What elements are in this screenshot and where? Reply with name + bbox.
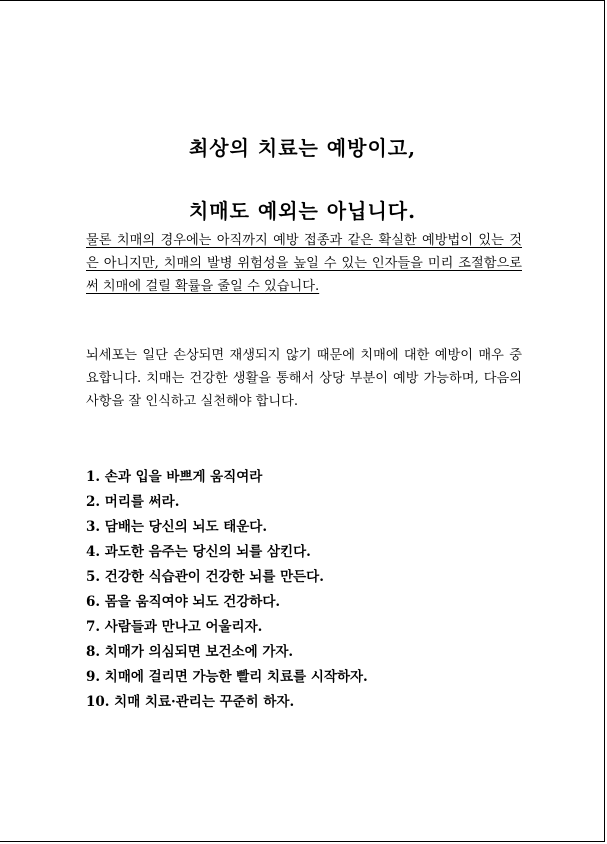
list-item: 8. 치매가 의심되면 보건소에 가자.	[86, 644, 294, 660]
list-item: 5. 건강한 식습관이 건강한 뇌를 만든다.	[86, 569, 324, 585]
title-line-2: 치매도 예외는 아닙니다.	[188, 199, 417, 223]
list-item: 3. 담배는 당신의 뇌도 태운다.	[86, 519, 268, 535]
prevention-list	[86, 465, 368, 715]
list-item: 6. 몸을 움직여야 뇌도 건강하다.	[86, 594, 281, 610]
intro-paragraph: 물론 치매의 경우에는 아직까지 예방 접종과 같은 확실한 예방법이 있는 것은 아니지만, 치매의 발병 위험성을 높일 수 있는 인자들을 미리 조절함으로써 치매에 걸릴 확률을 줄일 수 있습니다.	[86, 233, 522, 294]
list-item: 10. 치매 치료·관리는 꾸준히 하자.	[86, 694, 295, 710]
list-item: 9. 치매에 걸리면 가능한 빨리 치료를 시작하자.	[86, 669, 368, 685]
list-item: 2. 머리를 써라.	[86, 494, 180, 510]
list-item: 1. 손과 입을 바쁘게 움직여라	[86, 469, 263, 485]
body-paragraph: 뇌세포는 일단 손상되면 재생되지 않기 때문에 치매에 대한 예방이 매우 중요합니다. 치매는 건강한 생활을 통해서 상당 부분이 예방 가능하며, 다음의 사항을 잘 인식하고 실천해야 합니다.	[86, 348, 522, 409]
title-line-1: 최상의 치료는 예방이고,	[188, 136, 417, 160]
list-item: 4. 과도한 음주는 당신의 뇌를 삼킨다.	[86, 544, 311, 560]
list-item: 7. 사람들과 만나고 어울리자.	[86, 619, 263, 635]
